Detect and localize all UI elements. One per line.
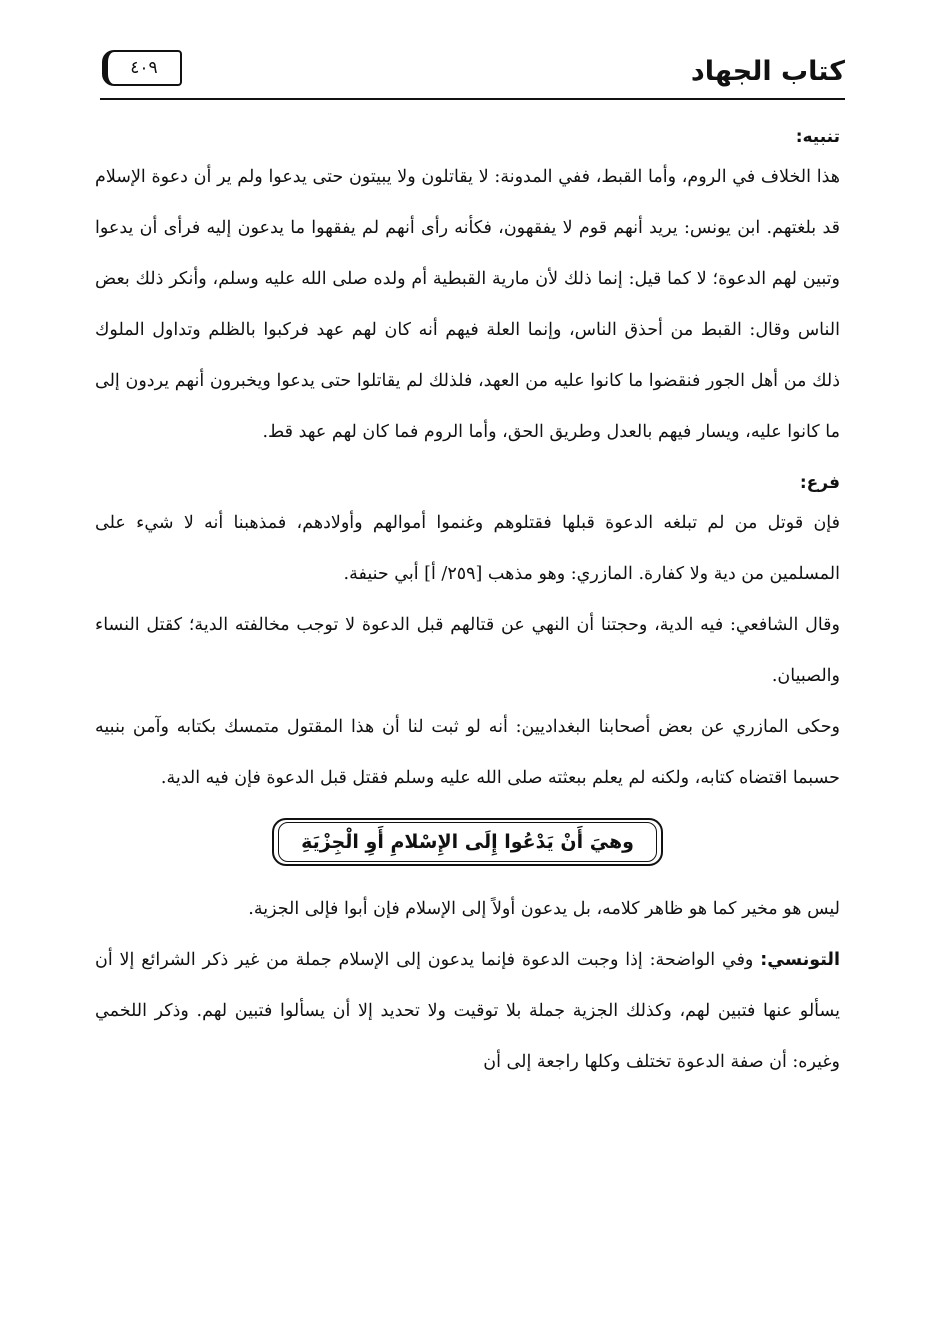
page-body [95,122,840,1262]
book-title: كتاب الجهاد [690,56,845,87]
speaker-name: التونسي: [760,950,840,970]
matn-text: وهيَ أَنْ يَدْعُوا إِلَى الإِسْلامِ أَوِ الْجِزْيَةِ [278,822,657,862]
section-title-tanbih: تنبيه: [795,127,840,147]
paragraph-after-verse-1: ليس هو مخير كما هو ظاهر كلامه، بل يدعون أولاً إلى الإسلام فإن أبوا فإلى الجزية. [248,899,840,919]
matn-quote [95,818,840,878]
page-header [100,42,845,100]
paragraph-far-1: فإن قوتل من لم تبلغه الدعوة قبلها فقتلوهم وغنموا أموالهم وأولادهم، فمذهبنا أنه لا شيء على المسلمين من دية ولا كفارة. المازري: وهو مذهب [٢٥٩/ أ] أبي حنيفة. [95,513,840,584]
paragraph-far-3: وحكى المازري عن بعض أصحابنا البغداديين: أنه لو ثبت لنا أن هذا المقتول متمسك بكتابه وآمن بنبيه حسبما اقتضاه كتابه، ولكنه لم يعلم ببعثته صلى الله عليه وسلم فقتل قبل الدعوة فإن فيه الدية. [95,717,840,788]
section-title-far: فرع: [799,473,840,493]
page-number-box [102,50,182,86]
section-gap [95,458,840,468]
paragraph-after-verse-2-text: وفي الواضحة: إذا وجبت الدعوة فإنما يدعون إلى الإسلام جملة من غير ذكر الشرائع إلا أن يسألو عنها فتبين لهم، وكذلك الجزية جملة بلا توقيت ولا تحديد إلا أن يسألوا فتبين لهم. وذكر اللخمي وغيره: أن صفة الدعوة تختلف وكلها راجعة إلى أن [95,950,840,1072]
matn-frame [272,818,663,866]
paragraph-tanbih: هذا الخلاف في الروم، وأما القبط، ففي المدونة: لا يقاتلون ولا يبيتون حتى يدعوا ولم ير أن دعوة الإسلام قد بلغتهم. ابن يونس: يريد أنهم قوم لا يفقهون، فكأنه رأى أنهم لم يفقهوا ما يدعون إليه فرأى أن يدعوا وتبين لهم الدعوة؛ لا كما قيل: إنما ذلك لأن مارية القبطية أم ولده صلى الله عليه وسلم، وأنكر ذلك بعض الناس وقال: القبط من أحذق الناس، وإنما العلة فيهم أنه كان لهم عهد فركبوا بالظلم وتداول الملوك ذلك من أهل الجور فنقضوا ما كانوا عليه من العهد، فلذلك لم يقاتلوا حتى يدعوا ويخبرون أنهم يردون إلى ما كانوا عليه، ويسار فيهم بالعدل وطريق الحق، وأما الروم فما كان لهم عهد قط. [95,167,840,442]
page-number: ٤٠٩ [130,58,158,78]
paragraph-after-verse-2 [95,935,840,1088]
header-rule [100,98,845,100]
paragraph-far-2: وقال الشافعي: فيه الدية، وحجتنا أن النهي عن قتالهم قبل الدعوة لا توجب مخالفته الدية؛ كقتل النساء والصبيان. [95,615,840,686]
